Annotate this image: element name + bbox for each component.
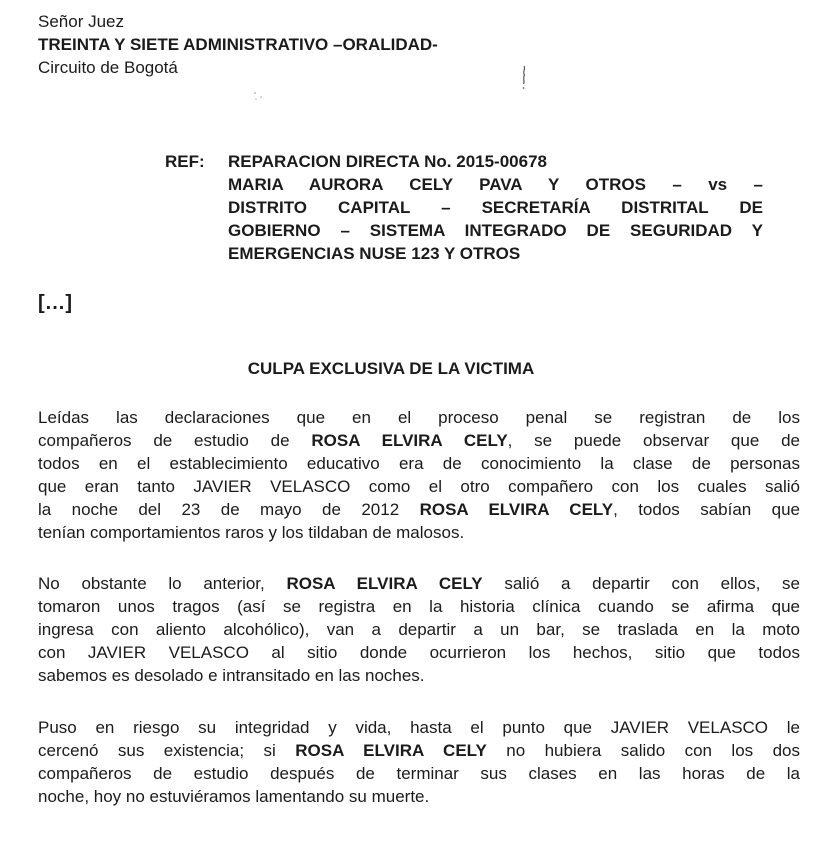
text-segment: ingresa con aliento alcohólico), van a departir a un bar, se traslada en la moto: [38, 620, 800, 639]
text-segment: No obstante lo anterior,: [38, 574, 287, 593]
text-line: [38, 618, 800, 641]
text-segment: salió a departir con ellos, se: [482, 574, 800, 593]
ref-parties-line: MARIA AURORA CELY PAVA Y OTROS – vs –: [228, 175, 763, 194]
ref-defendant-line-1: DISTRITO CAPITAL – SECRETARÍA DISTRITAL DE: [228, 198, 763, 217]
text-segment: Puso en riesgo su integridad y vida, hasta el punto que JAVIER VELASCO le: [38, 718, 800, 737]
text-segment: compañeros de estudio después de terminar sus clases en las horas de la: [38, 764, 800, 783]
text-segment: noche, hoy no estuviéramos lamentando su muerte.: [38, 787, 430, 806]
paragraph-3: [38, 716, 800, 808]
paragraph-2: [38, 572, 800, 687]
paragraph-1: [38, 406, 800, 544]
text-segment: la noche del 23 de mayo de 2012: [38, 500, 420, 519]
text-segment: tenían comportamientos raros y los tildaban de malosos.: [38, 523, 465, 542]
scan-artifact-dots: [254, 92, 256, 94]
victim-name-emphasis: ROSA ELVIRA CELY: [419, 500, 614, 519]
text-line: [38, 595, 800, 618]
circuit-line: Circuito de Bogotá: [38, 58, 178, 77]
text-line: [38, 664, 800, 687]
text-line: [38, 739, 800, 762]
text-segment: tomaron unos tragos (así se registra en la historia clínica cuando se afirma que: [38, 597, 800, 616]
text-line: [38, 716, 800, 739]
text-segment: sabemos es desolado e intransitado en las noches.: [38, 666, 425, 685]
section-title: CULPA EXCLUSIVA DE LA VICTIMA: [247, 359, 535, 378]
ref-label: REF:: [165, 152, 205, 171]
scan-artifact-mark: [519, 64, 529, 94]
text-line: [38, 498, 800, 521]
text-segment: no hubiera salido con los dos: [486, 741, 800, 760]
addressee-line: Señor Juez: [38, 12, 124, 31]
text-segment: cercenó sus existencia; si: [38, 741, 296, 760]
text-line: [38, 429, 800, 452]
text-line: [38, 406, 800, 429]
text-segment: que eran tanto JAVIER VELASCO como el otro compañero con los cuales salió: [38, 477, 800, 496]
ref-case-number-line: REPARACION DIRECTA No. 2015-00678: [228, 152, 547, 171]
section-title-wrap: [38, 357, 744, 380]
text-line: [38, 641, 800, 664]
reference-block: [165, 150, 763, 265]
text-segment: todos en el establecimiento educativo era de conocimiento la clase de personas: [38, 454, 800, 473]
victim-name-emphasis: ROSA ELVIRA CELY: [286, 574, 483, 593]
text-segment: Leídas las declaraciones que en el proceso penal se registran de los: [38, 408, 800, 427]
text-line: [38, 572, 800, 595]
text-segment: compañeros de estudio de: [38, 431, 312, 450]
omitted-content-marker: [...]: [38, 292, 73, 314]
text-segment: , todos sabían que: [613, 500, 800, 519]
text-line: [38, 762, 800, 785]
text-segment: con JAVIER VELASCO al sitio donde ocurrieron los hechos, sitio que todos: [38, 643, 800, 662]
ref-defendant-line-3: EMERGENCIAS NUSE 123 Y OTROS: [228, 244, 521, 263]
ref-defendant-line-2: GOBIERNO – SISTEMA INTEGRADO DE SEGURIDAD Y: [228, 221, 763, 240]
victim-name-emphasis: ROSA ELVIRA CELY: [295, 741, 487, 760]
text-segment: , se puede observar que de: [507, 431, 800, 450]
header-block: [38, 10, 800, 79]
court-name-line: TREINTA Y SIETE ADMINISTRATIVO –ORALIDAD-: [38, 35, 438, 54]
text-line: [38, 475, 800, 498]
ref-lines: [228, 150, 763, 265]
text-line: [38, 452, 800, 475]
text-line: [38, 521, 800, 544]
victim-name-emphasis: ROSA ELVIRA CELY: [311, 431, 508, 450]
text-line: [38, 785, 800, 808]
